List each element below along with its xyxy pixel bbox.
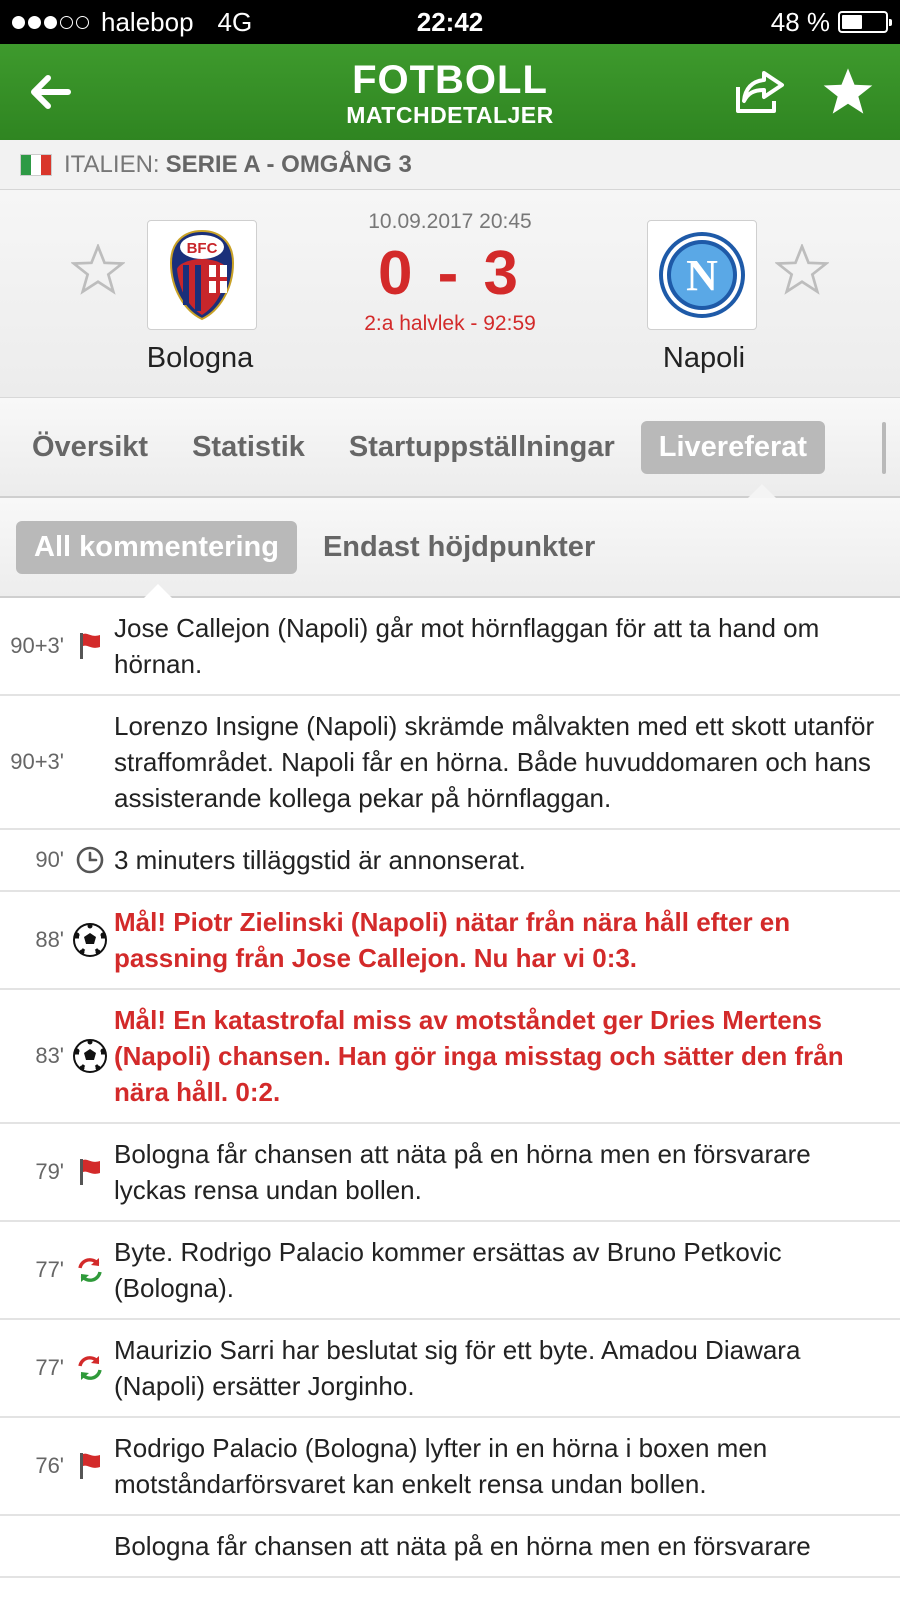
- match-header: [0, 190, 900, 398]
- feed-text: 3 minuters tilläggstid är annonserat.: [114, 845, 526, 875]
- feed-minute: 83': [35, 1043, 64, 1068]
- app-header: [0, 44, 900, 140]
- league-bar: [0, 140, 900, 190]
- feed-text: Bologna får chansen att näta på en hörna men en försvarare: [114, 1531, 811, 1561]
- away-team-name[interactable]: Napoli: [662, 342, 746, 374]
- tabs-scroll-edge: [882, 422, 886, 474]
- feed-text: Byte. Rodrigo Palacio kommer ersättas av Bruno Petkovic (Bologna).: [114, 1237, 782, 1303]
- feed-row: [0, 1516, 900, 1578]
- signal-dot: [60, 16, 73, 29]
- status-bar: [0, 0, 900, 44]
- match-tabs: [0, 398, 900, 498]
- commentary-feed: [0, 598, 900, 1578]
- feed-goal-text: Mål! Piotr Zielinski (Napoli) nätar från nära håll efter en passning från Jose Callejon. Nu har vi 0:3.: [114, 907, 791, 973]
- subtab-all-commentary[interactable]: All kommentering: [16, 521, 297, 574]
- battery-level: [842, 15, 862, 29]
- feed-minute: 90': [35, 847, 64, 872]
- feed-row: [0, 830, 900, 892]
- star-outline-icon: [775, 244, 829, 296]
- league-country: ITALIEN:: [64, 150, 160, 178]
- status-left: [12, 7, 252, 38]
- signal-strength-icon: [12, 16, 89, 29]
- feed-row: [0, 1124, 900, 1222]
- star-icon: [821, 66, 875, 118]
- tab-statistik[interactable]: Statistik: [192, 430, 305, 463]
- back-button[interactable]: [24, 66, 76, 118]
- battery-icon: [838, 11, 888, 33]
- tab-oversikt[interactable]: Översikt: [32, 430, 149, 463]
- signal-dot: [44, 16, 57, 29]
- league-competition: SERIE A - OMGÅNG 3: [165, 150, 412, 178]
- italy-flag-icon: [20, 154, 52, 176]
- feed-minute: 77': [35, 1355, 64, 1380]
- page-title-sub: MATCHDETALJER: [346, 102, 554, 128]
- carrier-name: halebop: [101, 6, 194, 37]
- arrow-left-icon: [28, 74, 72, 110]
- feed-minute: 76': [35, 1453, 64, 1478]
- status-right: [771, 7, 888, 38]
- favorite-home-team-button[interactable]: [70, 242, 126, 298]
- star-outline-icon: [71, 244, 125, 296]
- feed-minute: 88': [35, 927, 64, 952]
- clock-icon: [70, 845, 110, 875]
- feed-text: Jose Callejon (Napoli) går mot hörnflaggan för att ta hand om hörnan.: [114, 613, 820, 679]
- tab-livereferat[interactable]: Livereferat: [641, 421, 825, 474]
- feed-row: [0, 990, 900, 1124]
- favorite-away-team-button[interactable]: [774, 242, 830, 298]
- match-info: [300, 210, 600, 336]
- bologna-crest-icon: [169, 229, 235, 321]
- ball-icon: [70, 922, 110, 958]
- feed-row: [0, 892, 900, 990]
- share-button[interactable]: [732, 66, 788, 118]
- active-subtab-indicator: [144, 584, 172, 598]
- active-tab-indicator: [748, 484, 776, 498]
- battery-percentage: 48 %: [770, 6, 830, 37]
- feed-row: [0, 1418, 900, 1516]
- feed-text: Rodrigo Palacio (Bologna) lyfter in en hörna i boxen men motståndarförsvaret kan enkelt rensa undan bollen.: [114, 1433, 768, 1499]
- home-team-crest[interactable]: [147, 220, 257, 330]
- signal-dot: [76, 16, 89, 29]
- tab-startuppstallningar[interactable]: Startuppställningar: [348, 430, 615, 463]
- ball-icon: [70, 1038, 110, 1074]
- feed-goal-text: Mål! En katastrofal miss av motståndet ger Dries Mertens (Napoli) chansen. Han gör inga misstag och sätter den från nära håll. 0:2.: [114, 1005, 844, 1107]
- feed-minute: 90+3': [10, 633, 64, 658]
- feed-row: [0, 696, 900, 830]
- match-status: 2:a halvlek - 92:59: [364, 312, 536, 335]
- match-score: 0 - 3: [377, 239, 523, 308]
- clock: 22:42: [416, 6, 484, 37]
- substitution-icon: [70, 1353, 110, 1383]
- feed-text: Lorenzo Insigne (Napoli) skrämde målvakten med ett skott utanför straffområdet. Napoli får en hörna. Både huvuddomaren och hans assisterande kollega pekar på hörnflaggan.: [114, 711, 875, 813]
- match-date: 10.09.2017 20:45: [368, 210, 532, 233]
- signal-dot: [28, 16, 41, 29]
- flag-icon: [70, 1157, 110, 1187]
- page-title-main: FOTBOLL: [352, 58, 548, 102]
- feed-row: [0, 1320, 900, 1418]
- feed-text: Bologna får chansen att näta på en hörna men en försvarare lyckas rensa undan bollen.: [114, 1139, 811, 1205]
- favorite-match-button[interactable]: [818, 64, 878, 120]
- substitution-icon: [70, 1255, 110, 1285]
- feed-text: Maurizio Sarri har beslutat sig för ett byte. Amadou Diawara (Napoli) ersätter Jorginho.: [114, 1335, 801, 1401]
- napoli-crest-icon: [657, 230, 747, 320]
- feed-minute: 90+3': [10, 749, 64, 774]
- feed-minute: 77': [35, 1257, 64, 1282]
- signal-dot: [12, 16, 25, 29]
- commentary-filter: [0, 498, 900, 598]
- svg-text:BFC: BFC: [186, 240, 218, 257]
- feed-minute: 79': [35, 1159, 64, 1184]
- home-team-name[interactable]: Bologna: [146, 342, 254, 374]
- subtab-highlights-only[interactable]: Endast höjdpunkter: [322, 530, 596, 563]
- network-type: 4G: [217, 6, 253, 37]
- svg-text:N: N: [686, 251, 718, 300]
- flag-icon: [70, 1451, 110, 1481]
- share-icon: [734, 69, 786, 115]
- feed-row: [0, 598, 900, 696]
- feed-row: [0, 1222, 900, 1320]
- away-team-crest[interactable]: [647, 220, 757, 330]
- flag-icon: [70, 631, 110, 661]
